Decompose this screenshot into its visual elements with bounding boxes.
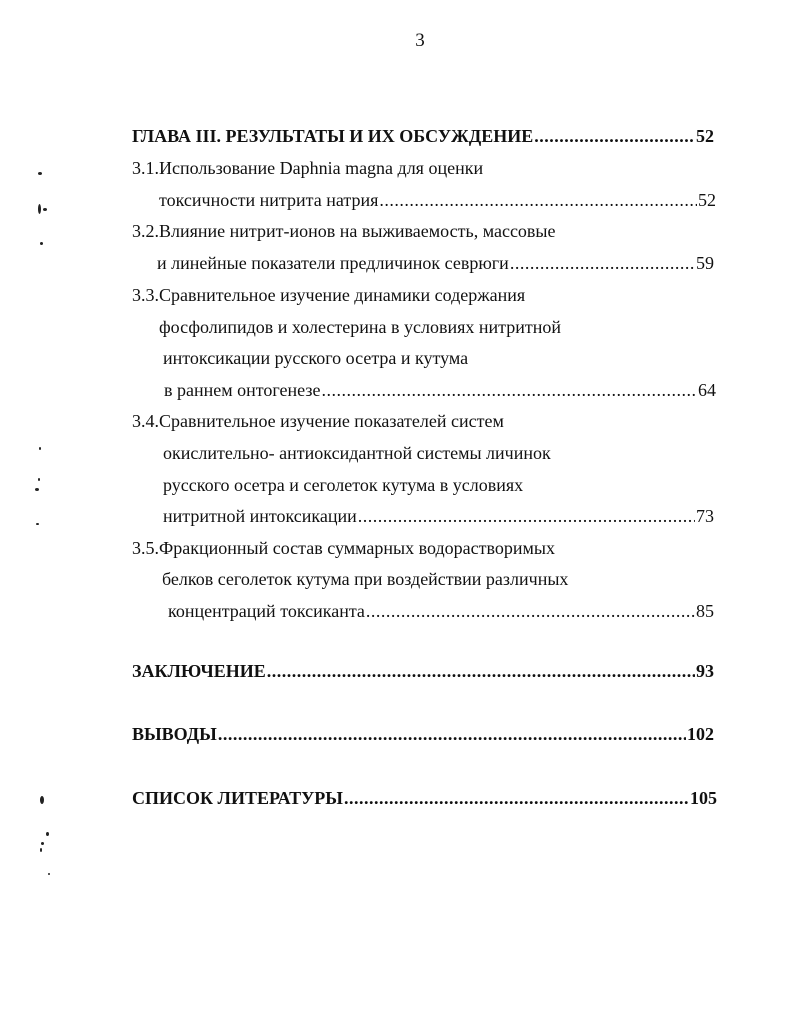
toc-section-3-1-line-1: 3.1.Использование Daphnia magna для оценки — [132, 158, 484, 178]
toc-section-3-2 — [157, 252, 714, 274]
scan-speck — [40, 242, 43, 245]
toc-chapter-3 — [132, 125, 714, 147]
scan-speck — [38, 478, 40, 481]
toc-findings-page: 102 — [687, 724, 714, 744]
toc-leader-dots — [366, 600, 695, 622]
toc-section-3-4-line-2: окислительно- антиоксидантной системы личинок — [163, 443, 551, 463]
scan-speck — [39, 447, 41, 450]
toc-section-3-4-last-line: нитритной интоксикации — [163, 506, 357, 526]
toc-references-title: СПИСОК ЛИТЕРАТУРЫ — [132, 788, 343, 808]
toc-leader-dots — [218, 723, 686, 745]
toc-leader-dots — [267, 660, 695, 682]
toc-section-3-5-page: 85 — [696, 601, 714, 621]
toc-references-page: 105 — [690, 788, 717, 808]
toc-leader-dots — [344, 787, 689, 809]
toc-leader-dots — [379, 189, 697, 211]
scan-speck — [38, 172, 42, 175]
toc-section-3-5-line-2: белков сеголеток кутума при воздействии различных — [162, 569, 569, 589]
toc-section-3-3 — [164, 379, 716, 401]
page-number: 3 — [415, 30, 425, 51]
scan-speck — [40, 848, 42, 852]
scan-speck — [40, 796, 44, 804]
toc-section-3-4-page: 73 — [696, 506, 714, 526]
toc-section-3-4-line-3: русского осетра и сеголеток кутума в условиях — [163, 475, 524, 495]
toc-findings — [132, 723, 714, 745]
scan-speck — [38, 204, 41, 214]
toc-section-3-5-line-1: 3.5.Фракционный состав суммарных водорастворимых — [132, 538, 555, 558]
toc-leader-dots — [534, 125, 695, 147]
toc-leader-dots — [358, 505, 695, 527]
toc-conclusion-page: 93 — [696, 661, 714, 681]
toc-conclusion-title: ЗАКЛЮЧЕНИЕ — [132, 661, 266, 681]
toc-section-3-3-page: 64 — [698, 380, 716, 400]
scan-speck — [43, 208, 47, 211]
toc-section-3-4-line-1: 3.4.Сравнительное изучение показателей систем — [132, 411, 504, 431]
toc-leader-dots — [321, 379, 697, 401]
toc-section-3-3-line-1: 3.3.Сравнительное изучение динамики содержания — [132, 285, 526, 305]
toc-section-3-2-last-line: и линейные показатели предличинок севрюги — [157, 253, 509, 273]
toc-section-3-5 — [168, 600, 714, 622]
toc-chapter-3-title: ГЛАВА III. РЕЗУЛЬТАТЫ И ИХ ОБСУЖДЕНИЕ — [132, 126, 534, 146]
toc-section-3-1 — [159, 189, 716, 211]
scan-speck — [35, 488, 39, 491]
toc-findings-title: ВЫВОДЫ — [132, 724, 217, 744]
toc-section-3-1-last-line: токсичности нитрита натрия — [159, 190, 379, 210]
toc-section-3-4 — [163, 505, 714, 527]
toc-section-3-2-page: 59 — [696, 253, 714, 273]
toc-section-3-3-line-2: фосфолипидов и холестерина в условиях нитритной — [159, 317, 562, 337]
toc-conclusion — [132, 660, 714, 682]
scan-speck — [36, 523, 39, 525]
toc-leader-dots — [510, 252, 695, 274]
toc-section-3-3-last-line: в раннем онтогенезе — [164, 380, 321, 400]
toc-section-3-1-page: 52 — [698, 190, 716, 210]
toc-references — [132, 787, 717, 809]
scan-speck — [46, 832, 49, 836]
toc-section-3-5-last-line: концентраций токсиканта — [168, 601, 365, 621]
toc-section-3-3-line-3: интоксикации русского осетра и кутума — [163, 348, 469, 368]
toc-section-3-2-line-1: 3.2.Влияние нитрит-ионов на выживаемость, массовые — [132, 221, 556, 241]
toc-chapter-3-page: 52 — [696, 126, 714, 146]
scan-speck — [48, 873, 50, 875]
scan-speck — [41, 842, 44, 845]
